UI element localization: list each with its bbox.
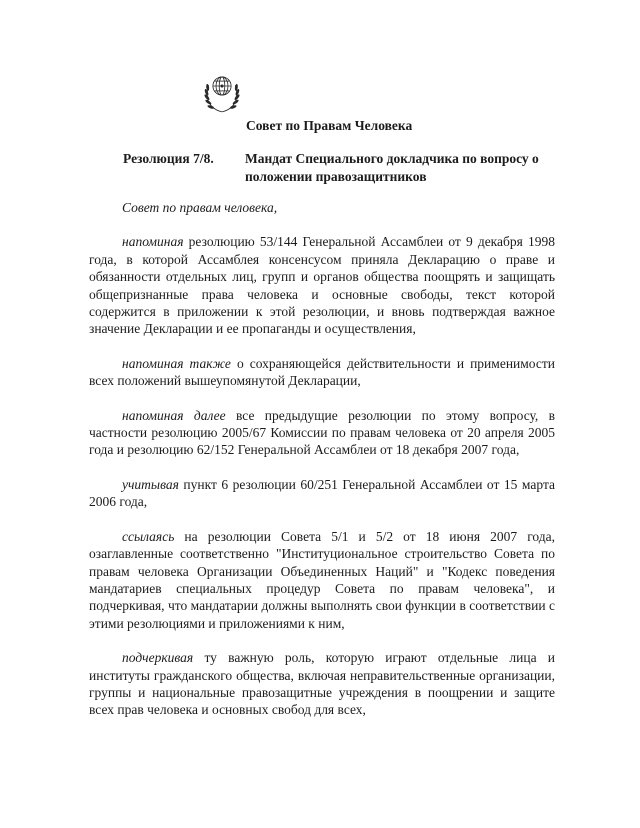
paragraph [89, 407, 555, 459]
paragraph-text: о сохраняющейся действительности и применимости всех положений вышеупомянутой Декларации, [89, 355, 556, 389]
paragraph-lead: напоминая также [122, 355, 231, 371]
salutation: Совет по правам человека, [122, 200, 278, 215]
resolution-number: Резолюция 7/8. [123, 151, 214, 166]
paragraph-lead: учитывая [122, 476, 179, 492]
paragraph-text: на резолюции Совета 5/1 и 5/2 от 18 июня 2007 года, озаглавленные соответственно "Институциональное строительство Совета по правам человека Организации Объединенных Наций" и "Кодекс поведения мандатариев специальных процедур Совета по правам человека", и подчеркивая, что мандатарии должны выполнять свои функции в соответствии с этими резолюциями и приложениями к ним, [89, 528, 555, 631]
paragraph [89, 476, 555, 511]
paragraph [89, 528, 555, 632]
un-emblem-icon [201, 68, 243, 118]
paragraph [89, 355, 555, 390]
paragraph [89, 649, 555, 719]
paragraph-lead: напоминая далее [122, 407, 226, 423]
paragraph [89, 233, 555, 337]
paragraph-lead: подчеркивая [122, 650, 194, 666]
paragraph-text: пункт 6 резолюции 60/251 Генеральной Ассамблеи от 15 марта 2006 года, [89, 476, 555, 510]
organization-title: Совет по Правам Человека [246, 118, 413, 133]
document-body [89, 199, 555, 736]
paragraph-text: резолюцию 53/144 Генеральной Ассамблеи от 9 декабря 1998 года, в которой Ассамблея консенсусом приняла Декларацию о праве и обязанности отдельных лиц, групп и органов общества поощрять и защищать общепризнанные права человека и основные свободы, текст которой содержится в приложении к этой резолюции, и вновь подтверждая важное значение Декларации и ее пропаганды и осуществления, [89, 234, 555, 337]
resolution-heading [123, 150, 547, 185]
paragraph-text: ту важную роль, которую играют отдельные лица и институты гражданского общества, включая неправительственные организации, группы и национальные правозащитные учреждения в поощрении и защите всех прав человека и основных свобод для всех, [89, 650, 556, 718]
resolution-title: Мандат Специального докладчика по вопросу о положении правозащитников [245, 151, 539, 184]
paragraph-text: все предыдущие резолюции по этому вопросу, в частности резолюцию 2005/67 Комиссии по правам человека от 20 апреля 2005 года и резолюцию 62/152 Генеральной Ассамблеи от 18 декабря 2007 года, [89, 407, 556, 458]
paragraph-lead: ссылаясь [122, 528, 175, 544]
paragraph-lead: напоминая [122, 234, 184, 250]
